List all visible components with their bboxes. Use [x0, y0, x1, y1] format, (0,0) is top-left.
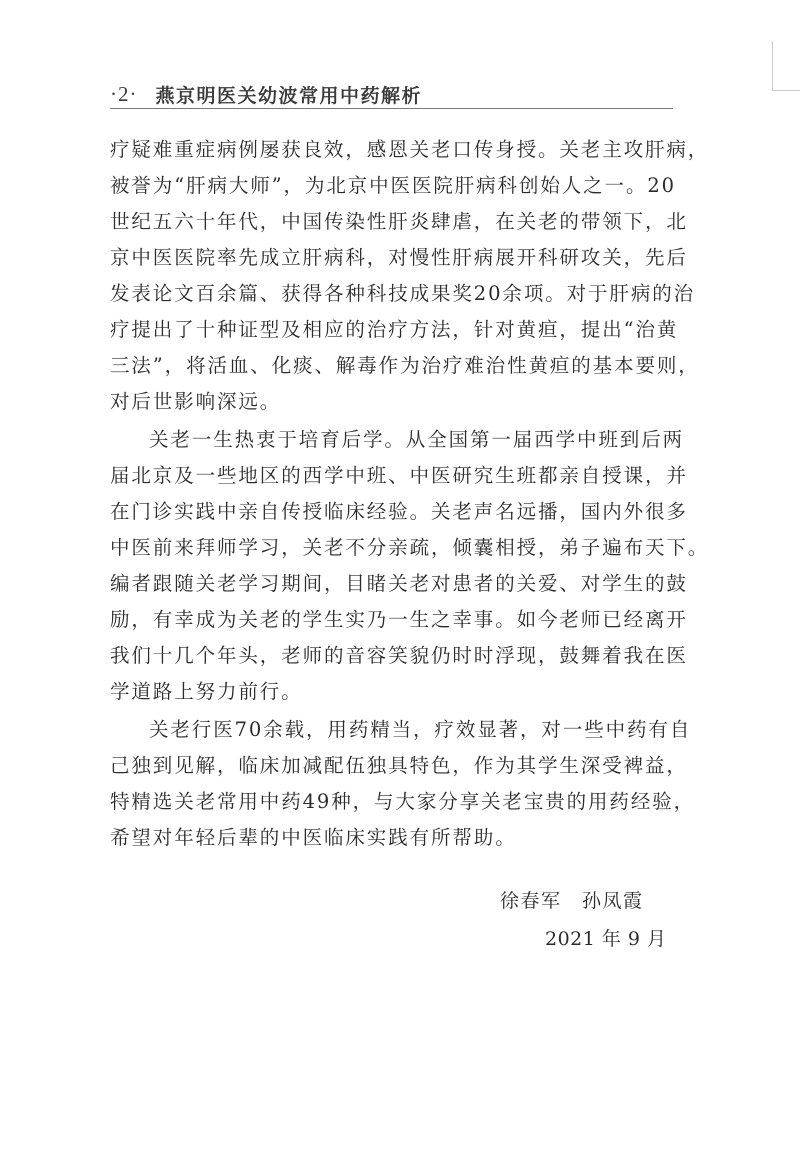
text-line: 发表论文百余篇、获得各种科技成果奖20余项。对于肝病的治: [110, 282, 696, 305]
text-line: 关老一生热衷于培育后学。从全国第一届西学中班到后两: [149, 428, 685, 451]
text-line: 疗疑难重症病例屡获良效，感恩关老口传身授。关老主攻肝病，: [110, 138, 710, 161]
text-line: 励，有幸成为关老的学生实乃一生之幸事。如今老师已经离开: [110, 608, 688, 631]
text-line: 三法”，将活血、化痰、解毒作为治疗难治性黄疸的基本要则，: [110, 354, 700, 377]
text-line: 学道路上努力前行。: [110, 680, 303, 703]
text-line: 我们十几个年头，老师的音容笑貌仍时时浮现，鼓舞着我在医: [110, 644, 688, 667]
body-text: [110, 132, 710, 856]
header-rule: [110, 108, 673, 109]
text-line: 疗提出了十种证型及相应的治疗方法，针对黄疸，提出“治黄: [110, 318, 679, 341]
text-line: 京中医医院率先成立肝病科，对慢性肝病展开科研攻关，先后: [110, 246, 688, 269]
page-number: ·2·: [110, 81, 138, 106]
text-line: 希望对年轻后辈的中医临床实践有所帮助。: [110, 826, 517, 849]
paragraph-2: [110, 422, 710, 710]
book-title: 燕京明医关幼波常用中药解析: [155, 84, 423, 107]
text-line: 己独到见解，临床加减配伍独具特色，作为其学生深受裨益，: [110, 754, 688, 777]
paragraph-1: [110, 132, 710, 420]
text-line: 关老行医70余载，用药精当，疗效显著，对一些中药有自: [149, 718, 692, 741]
signature-date: 2021 年 9 月: [545, 928, 667, 950]
text-line: 编者跟随关老学习期间，目睹关老对患者的关爱、对学生的鼓: [110, 572, 688, 595]
author-signature: 徐春军 孙凤霞: [500, 890, 644, 912]
paragraph-3: [110, 712, 696, 856]
text-line: 世纪五六十年代，中国传染性肝炎肆虐，在关老的带领下，北: [110, 210, 688, 233]
text-line: 在门诊实践中亲自传授临床经验。关老声名远播，国内外很多: [110, 500, 688, 523]
text-line: 中医前来拜师学习，关老不分亲疏，倾囊相授，弟子遍布天下。: [110, 536, 710, 559]
text-line: 被誉为“肝病大师”，为北京中医医院肝病科创始人之一。20: [110, 174, 676, 197]
crop-mark: [772, 41, 800, 91]
text-line: 特精选关老常用中药49种，与大家分享关老宝贵的用药经验，: [110, 790, 696, 813]
text-line: 届北京及一些地区的西学中班、中医研究生班都亲自授课，并: [110, 464, 688, 487]
text-line: 对后世影响深远。: [110, 390, 282, 413]
running-head: [110, 80, 673, 108]
